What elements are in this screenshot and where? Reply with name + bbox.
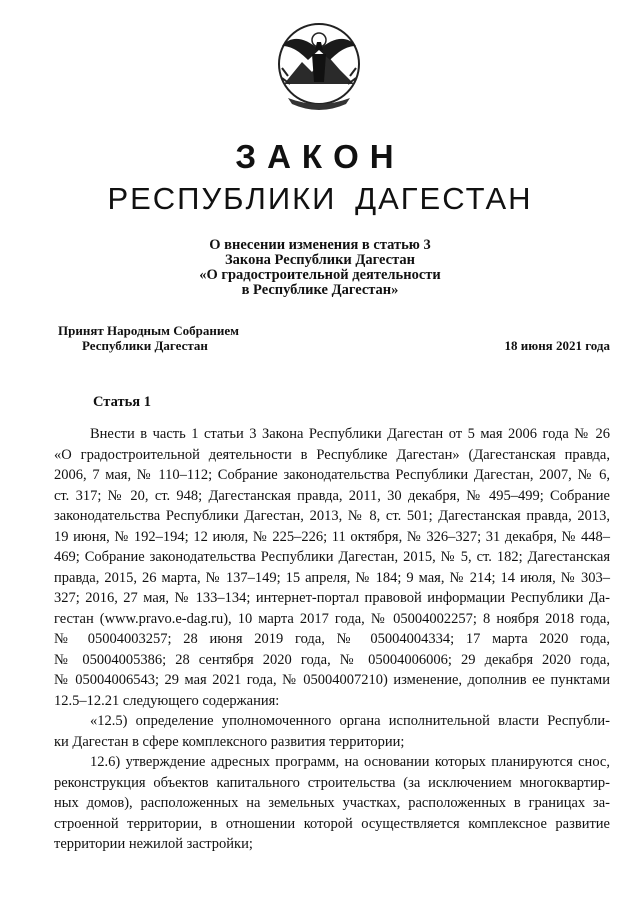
body-line: гестан (www.pravo.e-dag.ru), 10 марта 2017 года, № 05004002257; 8 ноября 2018 года, xyxy=(54,610,610,627)
body-line: 19 июня, № 192–194; 12 июля, № 225–226; 11 октября, № 326–327; 31 декабря, № 448– xyxy=(54,528,610,545)
body-line: Внести в часть 1 статьи 3 Закона Республики Дагестан от 5 мая 2006 года № 26 xyxy=(90,426,610,442)
subject-line: Закона Республики Дагестан xyxy=(225,252,415,268)
adoption-block xyxy=(58,323,239,353)
body-line: реконструкция объектов капитального строительства (за исключением многоквартир- xyxy=(54,774,610,791)
body-line: ки Дагестан в сфере комплексного развития территории; xyxy=(54,733,405,750)
article-body xyxy=(54,424,610,855)
subject-line: в Республике Дагестан» xyxy=(241,282,399,298)
body-line: территории нежилой застройки; xyxy=(54,836,253,852)
body-line: 327; 2016, 27 мая, № 133–134; интернет-портал правовой информации Республики Да- xyxy=(54,590,610,606)
subject-line: «О градостроительной деятельности xyxy=(199,267,441,283)
law-subject xyxy=(0,238,640,298)
law-title: ЗАКОН xyxy=(235,138,405,175)
law-republic-title: РЕСПУБЛИКИ ДАГЕСТАН xyxy=(107,181,533,216)
body-line: 12.5–12.21 следующего содержания: xyxy=(54,692,280,709)
body-line: «О градостроительной деятельности в Республике Дагестан» (Дагестанская правда, xyxy=(54,446,610,463)
adoption-date: 18 июня 2021 года xyxy=(504,338,610,353)
adoption-line-2: Республики Дагестан xyxy=(82,338,208,353)
body-line: № 05004006543; 29 мая 2021 года, № 05004007210) изменение, дополнив ее пунктами xyxy=(54,672,610,688)
article-heading: Статья 1 xyxy=(93,394,151,410)
body-line: ных домов), расположенных на земельных участках, расположенных в границах за- xyxy=(54,795,610,811)
subject-line: О внесении изменения в статью 3 xyxy=(209,237,431,253)
dagestan-coat-of-arms-icon xyxy=(274,6,364,118)
body-line: строенной территории, в отношении которой осуществляется комплексное развитие xyxy=(54,815,610,832)
body-line: 2006, 7 мая, № 110–112; Собрание законодательства Республики Дагестан, 2007, № 6, xyxy=(54,467,610,483)
body-line: ст. 317; № 20, ст. 948; Дагестанская правда, 2011, 30 декабря, № 495–499; Собрание xyxy=(54,487,610,504)
body-line: 469; Собрание законодательства Республики Дагестан, 2015, № 5, ст. 182; Дагестанская xyxy=(54,549,610,565)
body-line: № 05004003257; 28 июня 2019 года, № 05004004334; 17 марта 2020 года, xyxy=(54,631,610,647)
adoption-line-1: Принят Народным Собранием xyxy=(58,323,240,338)
body-line: правда, 2015, 26 марта, № 137–149; 15 апреля, № 184; 9 мая, № 214; 14 июля, № 303– xyxy=(54,569,610,586)
body-line: № 05004005386; 28 сентября 2020 года, № 05004006006; 29 декабря 2020 года, xyxy=(54,651,610,668)
body-line: «12.5) определение уполномоченного органа исполнительной власти Республи- xyxy=(90,713,610,729)
body-line: законодательства Республики Дагестан, 2013, № 8, ст. 501; Дагестанская правда, 2013, xyxy=(54,508,610,524)
body-line: 12.6) утверждение адресных программ, на основании которых планируются снос, xyxy=(90,754,610,770)
